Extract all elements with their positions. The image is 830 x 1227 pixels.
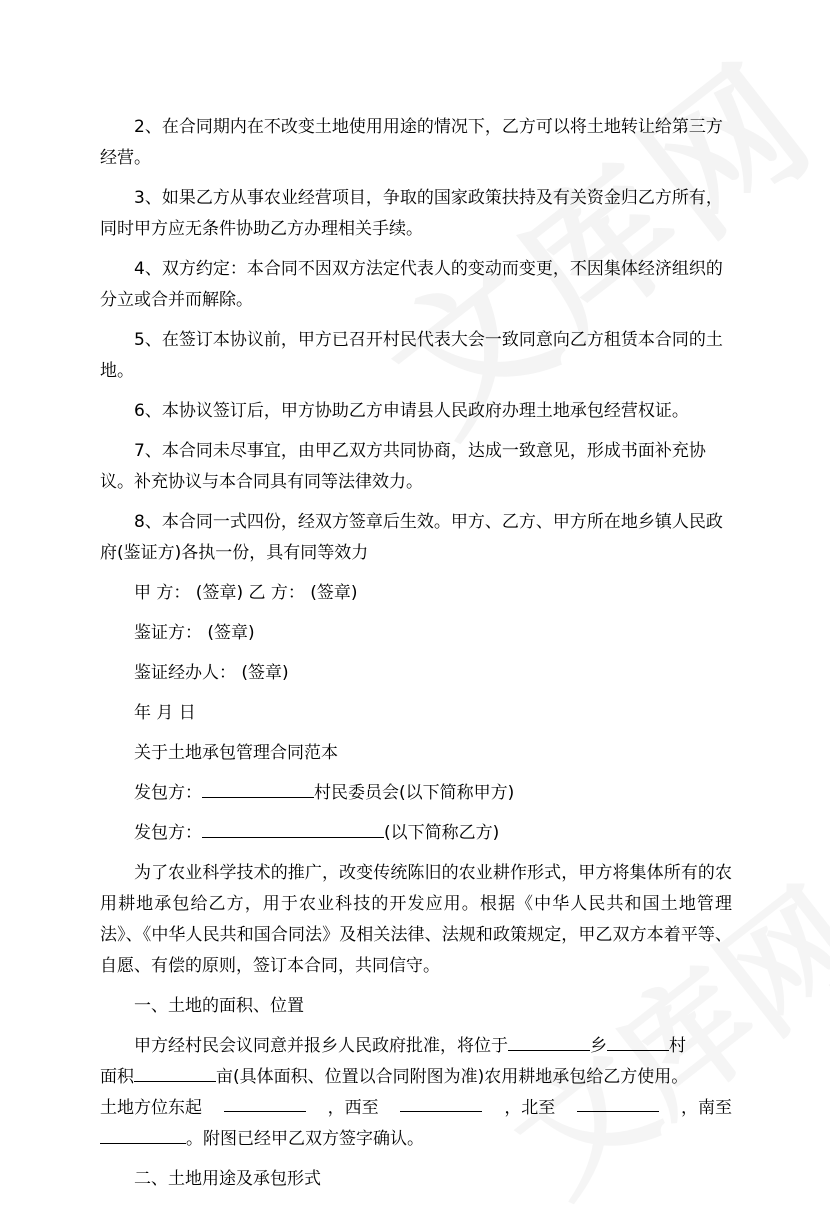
area-blank <box>134 1063 216 1082</box>
clause-6: 6、本协议签订后，甲方协助乙方申请县人民政府办理土地承包经营权证。 <box>134 401 689 421</box>
location-line-4 <box>100 1124 732 1155</box>
south-label: ，南至 <box>680 1098 732 1118</box>
village-blank <box>607 1032 669 1051</box>
signature-agent: 鉴证经办人： (签章) <box>134 663 289 683</box>
area-label: 面积 <box>100 1067 134 1087</box>
clause-4: 4、双方约定：本合同不因双方法定代表人的变动而变更，不因集体经济组织的分立或合并而解除。 <box>100 259 723 310</box>
east-label: 土地方位东起 <box>100 1098 202 1118</box>
party-b-line <box>100 818 732 849</box>
party-b-label: 发包方： <box>134 823 202 843</box>
location-paragraph <box>100 1031 732 1155</box>
clause-5: 5、在签订本协议前，甲方已召开村民代表大会一致同意向乙方租赁本合同的土地。 <box>100 330 723 381</box>
location-line-2 <box>100 1062 732 1093</box>
village-label: 村 <box>669 1036 686 1056</box>
east-blank <box>224 1093 306 1112</box>
party-a-blank <box>202 779 314 798</box>
clause-2: 2、在合同期内在不改变土地使用用途的情况下，乙方可以将土地转让给第三方经营。 <box>100 117 723 168</box>
west-label: ，西至 <box>327 1098 379 1118</box>
signature-date: 年 月 日 <box>134 703 196 723</box>
map-confirm-text: 。附图已经甲乙双方签字确认。 <box>186 1129 424 1149</box>
intro-paragraph: 为了农业科学技术的推广，改变传统陈旧的农业耕作形式，甲方将集体所有的农用耕地承包给乙方，用于农业科技的开发应用。根据《中华人民共和国土地管理法》、《中华人民共和国合同法》及相关法律、法规和政策规定，甲乙双方本着平等、自愿、有偿的原则，签订本合同，共同信守。 <box>100 863 732 976</box>
township-blank <box>508 1032 590 1051</box>
party-a-line <box>100 778 732 809</box>
north-blank <box>577 1093 659 1112</box>
township-label: 乡 <box>590 1036 607 1056</box>
signature-witness: 鉴证方： (签章) <box>134 623 255 643</box>
location-text-1: 甲方经村民会议同意并报乡人民政府批准，将位于 <box>134 1036 508 1056</box>
location-line-1 <box>100 1031 732 1062</box>
west-blank <box>400 1093 482 1112</box>
clause-7: 7、本合同未尽事宜，由甲乙双方共同协商，达成一致意见，形成书面补充协议。补充协议与本合同具有同等法律效力。 <box>100 441 706 492</box>
party-b-suffix: (以下简称乙方) <box>384 823 500 843</box>
party-a-label: 发包方： <box>134 783 202 803</box>
document-body <box>100 112 732 1195</box>
south-blank <box>100 1125 186 1144</box>
clause-8: 8、本合同一式四份，经双方签章后生效。甲方、乙方、甲方所在地乡镇人民政府(鉴证方)各执一份，具有同等效力 <box>100 512 723 563</box>
party-b-blank <box>202 819 384 838</box>
party-a-suffix: 村民委员会(以下简称甲方) <box>314 783 515 803</box>
contract-title: 关于土地承包管理合同范本 <box>134 743 338 763</box>
north-label: ，北至 <box>504 1098 556 1118</box>
area-text: 亩(具体面积、位置以合同附图为准)农用耕地承包给乙方使用。 <box>216 1067 689 1087</box>
section-heading-1: 一、土地的面积、位置 <box>134 996 304 1016</box>
location-line-3 <box>100 1093 732 1124</box>
signature-parties: 甲 方： (签章) 乙 方： (签章) <box>134 583 358 603</box>
section-heading-2: 二、土地用途及承包形式 <box>134 1169 321 1189</box>
clause-3: 3、如果乙方从事农业经营项目，争取的国家政策扶持及有关资金归乙方所有，同时甲方应无条件协助乙方办理相关手续。 <box>100 188 723 239</box>
